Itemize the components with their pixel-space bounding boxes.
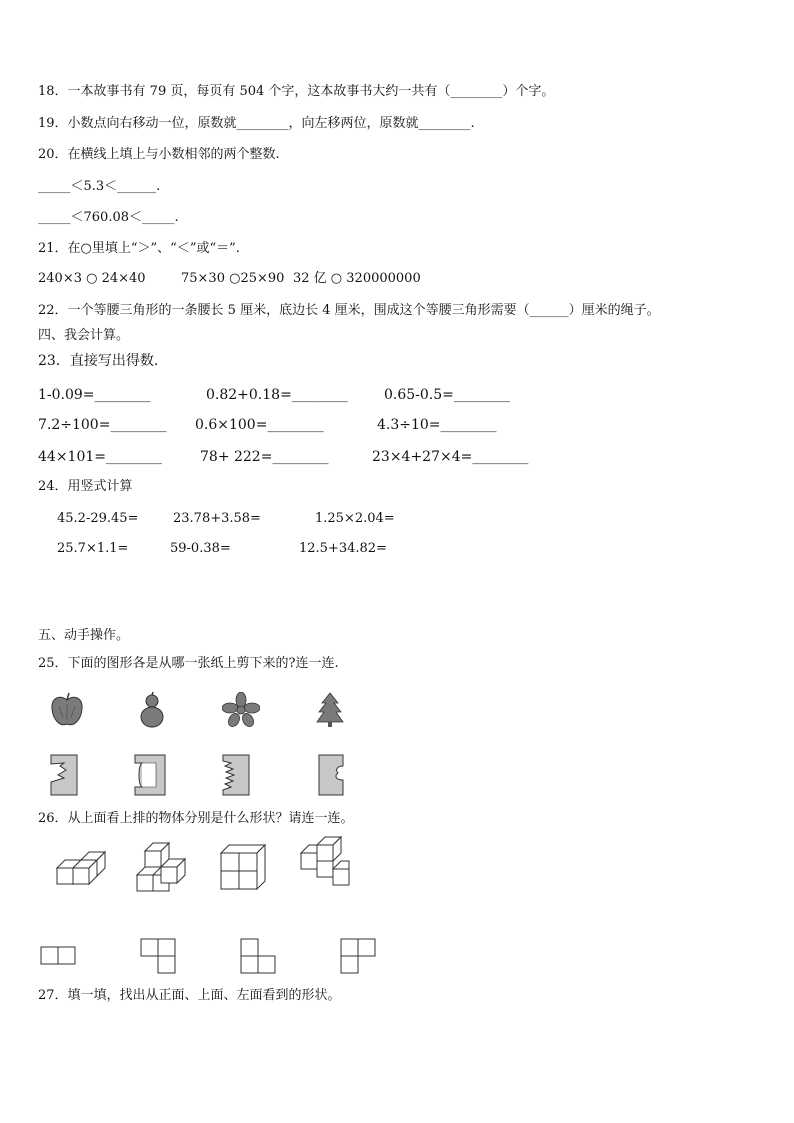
paper-cut-1 <box>50 754 78 796</box>
calc-item: 0.65-0.5=________ <box>384 387 510 403</box>
top-view-4 <box>340 938 376 974</box>
calc-item: 23×4+27×4=________ <box>372 449 529 465</box>
cube-stack-3 <box>220 844 268 890</box>
question-21-item: 75×30 ○25×90 <box>181 271 285 286</box>
calc-item: 0.6×100=________ <box>195 417 324 433</box>
calc-item: 78+ 222=________ <box>200 449 329 465</box>
vertical-calc-item: 1.25×2.04= <box>315 511 395 526</box>
question-22: 22．一个等腰三角形的一条腰长 5 厘米，底边长 4 厘米，围成这个等腰三角形需要（______）厘米的绳子。 <box>38 303 660 318</box>
tree-icon <box>316 692 344 728</box>
paper-cut-3 <box>222 754 250 796</box>
question-24-title: 24．用竖式计算 <box>38 479 133 494</box>
question-18: 18．一本故事书有 79 页，每页有 504 个字，这本故事书大约一共有（________）个字。 <box>38 84 555 99</box>
apple-icon <box>50 692 84 728</box>
top-view-3 <box>240 938 276 974</box>
vertical-calc-item: 25.7×1.1= <box>57 541 129 556</box>
vertical-calc-item: 12.5+34.82= <box>299 541 387 556</box>
cube-stack-4 <box>300 836 352 890</box>
calc-item: 7.2÷100=________ <box>38 417 167 433</box>
gourd-icon <box>138 692 166 728</box>
question-25-title: 25．下面的图形各是从哪一张纸上剪下来的?连一连. <box>38 656 339 671</box>
calc-item: 4.3÷10=________ <box>377 417 497 433</box>
calc-item: 44×101=________ <box>38 449 162 465</box>
vertical-calc-item: 59-0.38= <box>170 541 231 556</box>
question-20-line-2: _____＜760.08＜_____. <box>38 210 179 225</box>
question-23-title: 23．直接写出得数. <box>38 353 159 369</box>
cube-stack-2 <box>136 842 186 892</box>
question-21-title: 21．在○里填上“＞”、“＜”或“＝”. <box>38 241 240 256</box>
paper-cut-4 <box>318 754 344 796</box>
top-view-1 <box>40 946 76 966</box>
cube-stack-1 <box>56 846 106 890</box>
flower-icon <box>222 692 260 728</box>
question-21-item: 240×3 ○ 24×40 <box>38 271 146 286</box>
question-20-line-1: _____＜5.3＜______. <box>38 179 161 194</box>
paper-cut-2 <box>134 754 166 796</box>
vertical-calc-item: 45.2-29.45= <box>57 511 139 526</box>
section-4-heading: 四、我会计算。 <box>38 328 130 343</box>
question-20-title: 20．在横线上填上与小数相邻的两个整数. <box>38 147 280 162</box>
top-view-2 <box>140 938 176 974</box>
calc-item: 1-0.09=________ <box>38 387 151 403</box>
question-21-item: 32 亿 ○ 320000000 <box>293 271 421 286</box>
question-19: 19．小数点向右移动一位，原数就________，向左移两位，原数就________. <box>38 116 475 131</box>
section-5-heading: 五、动手操作。 <box>38 628 130 643</box>
vertical-calc-item: 23.78+3.58= <box>173 511 261 526</box>
calc-item: 0.82+0.18=________ <box>206 387 348 403</box>
question-26-title: 26．从上面看上排的物体分别是什么形状？请连一连。 <box>38 811 354 826</box>
question-27-title: 27．填一填，找出从正面、上面、左面看到的形状。 <box>38 988 341 1003</box>
